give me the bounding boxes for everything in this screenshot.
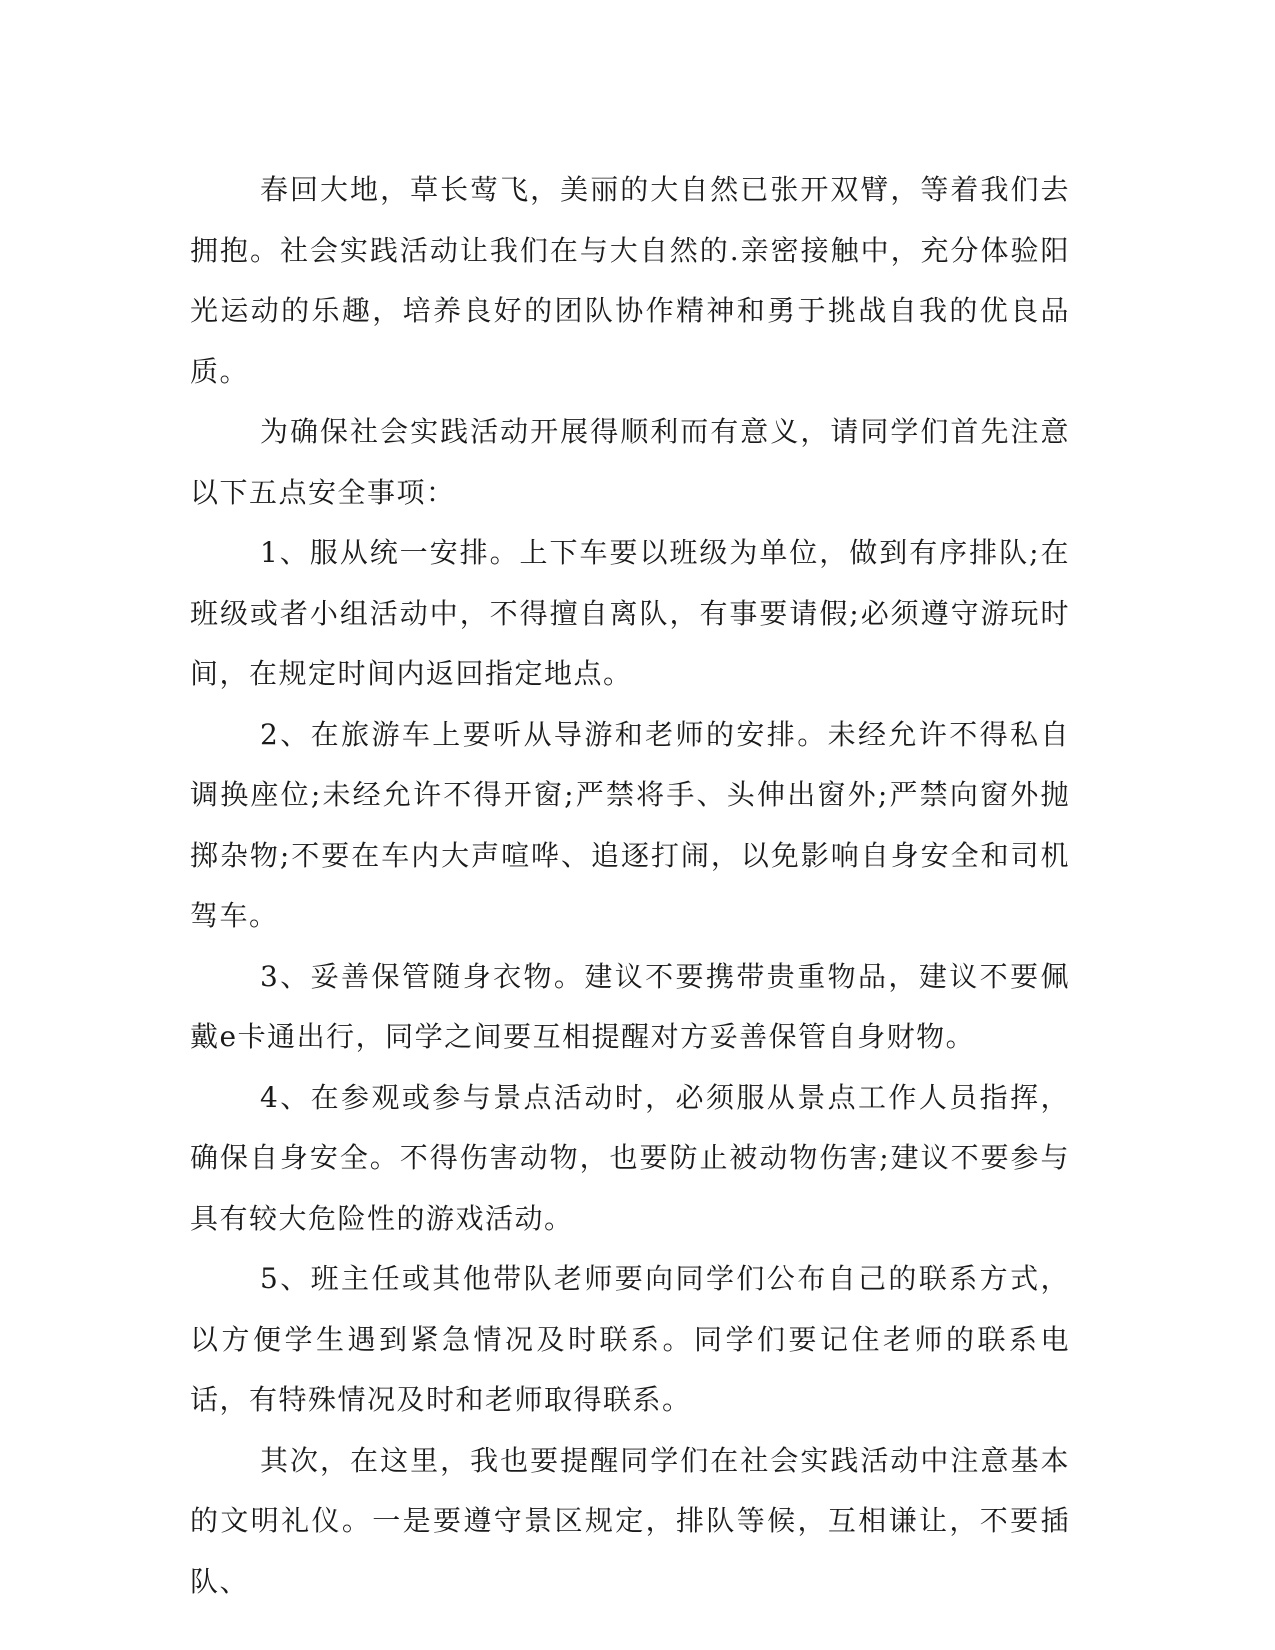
paragraph-rule-3: 3、妥善保管随身衣物。建议不要携带贵重物品，建议不要佩戴e卡通出行，同学之间要互相提醒对方妥善保管自身财物。 xyxy=(190,959,1070,1053)
paragraph-rule-5: 5、班主任或其他带队老师要向同学们公布自己的联系方式，以方便学生遇到紧急情况及时联系。同学们要记住老师的联系电话，有特殊情况及时和老师取得联系。 xyxy=(190,1262,1070,1416)
document-body xyxy=(190,160,1070,1612)
paragraph-intro: 春回大地，草长莺飞，美丽的大自然已张开双臂，等着我们去拥抱。社会实践活动让我们在与大自然的.亲密接触中，充分体验阳光运动的乐趣，培养良好的团队协作精神和勇于挑战自我的优良品质。 xyxy=(190,173,1070,388)
paragraph-rule-4: 4、在参观或参与景点活动时，必须服从景点工作人员指挥，确保自身安全。不得伤害动物，也要防止被动物伤害;建议不要参与具有较大危险性的游戏活动。 xyxy=(190,1080,1070,1235)
paragraph-rule-2: 2、在旅游车上要听从导游和老师的安排。未经允许不得私自调换座位;未经允许不得开窗;严禁将手、头伸出窗外;严禁向窗外抛掷杂物;不要在车内大声喧哗、追逐打闹，以免影响自身安全和司机驾车。 xyxy=(190,717,1070,932)
paragraph-etiquette: 其次，在这里，我也要提醒同学们在社会实践活动中注意基本的文明礼仪。一是要遵守景区规定，排队等候，互相谦让，不要插队、 xyxy=(190,1443,1070,1598)
paragraph-safety-intro: 为确保社会实践活动开展得顺利而有意义，请同学们首先注意以下五点安全事项： xyxy=(190,415,1070,509)
paragraph-rule-1: 1、服从统一安排。上下车要以班级为单位，做到有序排队;在班级或者小组活动中，不得擅自离队，有事要请假;必须遵守游玩时间，在规定时间内返回指定地点。 xyxy=(190,536,1070,690)
